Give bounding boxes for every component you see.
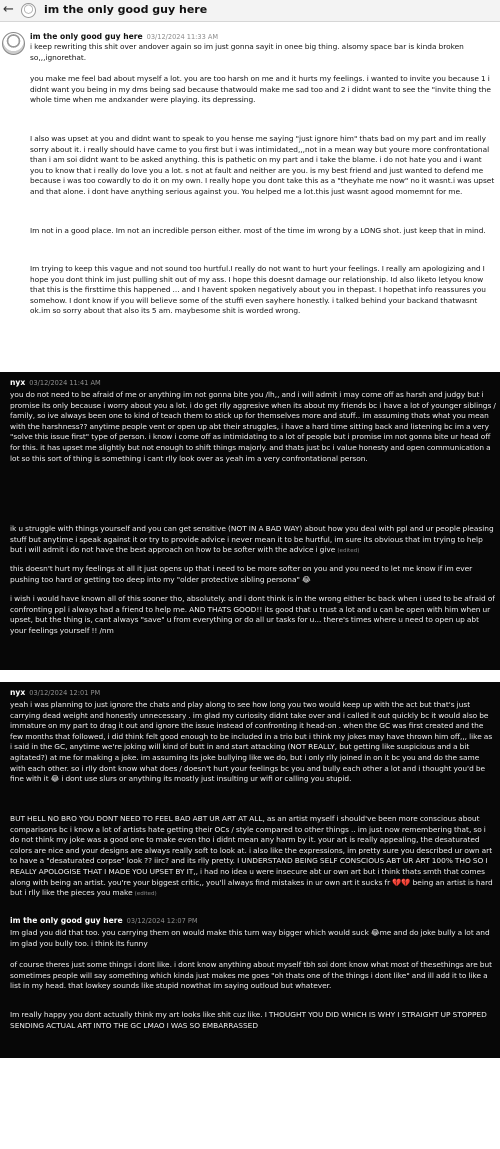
message-header xyxy=(10,688,100,698)
message-text: yeah i was planning to just ignore the chats and play along to see how long you two would keep up with the act but that's just carrying dead weight and honestly unnecessary . im glad my curiosity didnt take over and i called it out quickly bc it would also be immature on my part to drag it out and ignore the issue instead of confronting it head-on . when the GC was first created and the few months that followed, i did think felt good enough to be included in a trio but i think my jokes may have thrown him off,,, like as i said in the GC, anytime we're joking will kind of butt in and start attacking (NOT REALLY, but getting like suspicious and a bit agitated?) at me for making a joke. im assuming its joke bullying like we do, but i only rlly joined in on it bc you and do the same with each other. so i rlly dont know what does / doesn't hurt your feelings bc you and bully each other a lot and i thought you'd be fine with it 😂 i dont use slurs or anything its mostly just insulting ur wifi or calling you stupid. xyxy=(10,700,493,784)
message-text: i wish i would have known all of this sooner tho, absolutely. and i dont think is in the wrong either bc back when i used to be afraid of confronting ppl i always had a friend to help me. AND THATS GOOD!! its good that u trust a lot and u can be open with him when ur upset, but the thing is, cant always "save" u from everything or do all ur tasks for u... there's times where u need to open up abt your feelings yourself !! /nm xyxy=(10,594,495,635)
author-name[interactable]: nyx xyxy=(10,688,26,697)
message-text: BUT HELL NO BRO YOU DONT NEED TO FEEL BAD ABT UR ART AT ALL, as an artist myself i should've been more conscious about comparisons bc i know a lot of artists hate getting their OCs / style compared to other things .. im just now remembering that, so i do not think my joke was a good one to make even tho i didnt mean any harm by it. your art is really appealing, the desaturated colors are nice and your designs are always really soft to look at. i also like the expressions, im pretty sure you described ur own art to have a "desaturated corpse" look ?? iirc? and its rlly pretty. I UNDERSTAND BEING SELF CONSCIOUS ABT UR ART 100% THO SO I REALLY APOLOGISE THAT I MADE YOU UPSET BY IT,, i had no idea u were insecure abt ur own art but i think thats smth that comes along with being an artist. you're your biggest critic,, you'll always find mistakes in ur own art it sucks fr 💔💔 being an artist is hard but i rlly like the pieces you make (edited) xyxy=(10,814,493,898)
message xyxy=(10,688,494,1054)
message-text: I also was upset at you and didnt want to speak to you hense me saying "just ignore him" thats bad on my part and im really sorry about it. i really should have came to you first but i was intimidated,,,not in a mean way but youre more confrontational than i am soi didnt want to be asked anything. this is pathetic on my part and i take the blame. i do not hate you and i want you to know that i really do love you a lot. s not at fault and neither are you. is my best friend and just wanted to defend me because i was too cowardly to do it on my own. I really hope you dont take this as a "theyhate me now" no it wasnt.i was upset and that alone. i dont have anything serious against you. You helped me a lot.this just wasnt agood momemnt for me. xyxy=(30,134,495,196)
message-text: this doesn't hurt my feelings at all it just opens up that i need to be more softer on you and you need to let me know if im ever pushing too hard or getting too deep into my "older protective sibling persona" 😂 xyxy=(10,564,473,584)
avatar[interactable] xyxy=(21,3,36,18)
message-text: Im really happy you dont actually think my art looks like shit cuz like. I THOUGHT YOU DID WHICH IS WHY I STRAIGHT UP STOPPED SENDING ACTUAL ART INTO THE GC LMAO I WAS SO EMBARRASSED xyxy=(10,1010,487,1030)
edited-tag: (edited) xyxy=(134,891,157,898)
message-text: Im trying to keep this vague and not sound too hurtful.I really do not want to hurt your feelings. I really am apologizing and I hope you dont think im just pulling shit out of my ass. I hope this doesnt damage our relationship. Id also liketo letyou know that this is the firsttime this happened ... and I havent spoken negatively about you in thepast. I hopethat info reassures you somehow. I dont know if you will believe some of the stuffi even sayhere honestly. i talked behind your backand thatwasnt ok.im so sorry about that also its 5 am. maybesome shit is worded wrong. xyxy=(30,264,486,316)
message-text: Im not in a good place. Im not an incredible person either. most of the time im wrong by a LONG shot. just keep that in mind. xyxy=(30,226,486,235)
message-header xyxy=(30,32,218,42)
message-text: i keep rewriting this shit over andover again so im just gonna sayit in onee big thing. alsomy space bar is kinda broken so,,,ignorethat. xyxy=(30,42,464,62)
timestamp: 03/12/2024 12:07 PM xyxy=(126,917,198,925)
message-header xyxy=(10,916,198,926)
message xyxy=(10,32,494,352)
message-header xyxy=(10,378,101,388)
edited-tag: (edited) xyxy=(337,548,360,555)
message-text: you do not need to be afraid of me or anything im not gonna bite you /lh,, and i will admit i may come off as harsh and judgy but i promise its only because i worry about you a lot. i do get rlly aggresive when its about my friends bc i have a lot of younger siblings / family, so ive always been one to kind of teach them to stick up for themselves more and stuff.. im assuming thats what you mean with the harshness?? anytime people vent or open up abt their struggles, i have a hard time sitting back and listening bc im a very "solve this issue first" type of person. i know i come off as intimidating to a lot of people but i promise im not gonna bite ur head off for this. it has upset me slightly but not enough to shift things majorly. and thats just bc i value honesty and open communication a lot so this sort of thing is something i cant rlly look over as yeah im a very confrontational person. xyxy=(10,390,496,463)
message-text: ik u struggle with things yourself and you can get sensitive (NOT IN A BAD WAY) about how you deal with ppl and ur people pleasing stuff but anytime i speak against it or try to provide advice i never mean it to be hurtful, im sure its obvious that im trying to help but i will admit i do not have the best approach on how to be softer with the advice i give (edited) xyxy=(10,524,494,555)
channel-title: im the only good guy here xyxy=(44,3,208,16)
message-text: you make me feel bad about myself a lot. you are too harsh on me and it hurts my feelings. i wanted to invite you because 1 i didnt want you being in my dms being sad because thatwould make me sad too and 2 i didnt want to see the "invite thing the whole time when me andxander were playing. its depressing. xyxy=(30,74,491,105)
message-panel-3 xyxy=(0,682,500,1058)
message-text: of course theres just some things i dont like. i dont know anything about myself tbh soi dont know what most of thesethings are but sometimes people will say something which kinda just makes me goes "oh thats one of the things i dont like" and ill add it to like a list in my head. that lowkey sounds like stupid nowthat im saying outloud but whatever. xyxy=(10,960,493,991)
timestamp: 03/12/2024 11:33 AM xyxy=(146,33,219,41)
author-name[interactable]: im the only good guy here xyxy=(10,916,123,925)
arrow-left-icon[interactable]: ← xyxy=(3,2,14,17)
author-name[interactable]: nyx xyxy=(10,378,26,387)
author-name[interactable]: im the only good guy here xyxy=(30,32,143,41)
message-panel-2 xyxy=(0,372,500,670)
timestamp: 03/12/2024 11:41 AM xyxy=(29,379,101,387)
timestamp: 03/12/2024 12:01 PM xyxy=(29,689,101,697)
message xyxy=(10,378,494,668)
channel-header xyxy=(0,0,500,22)
message-panel-1 xyxy=(0,22,500,355)
message-text: Im glad you did that too. you carrying them on would make this turn way bigger which would suck 😂me and do joke bully a lot and im glad you bully too. i think its funny xyxy=(10,928,490,948)
avatar[interactable] xyxy=(2,32,25,55)
